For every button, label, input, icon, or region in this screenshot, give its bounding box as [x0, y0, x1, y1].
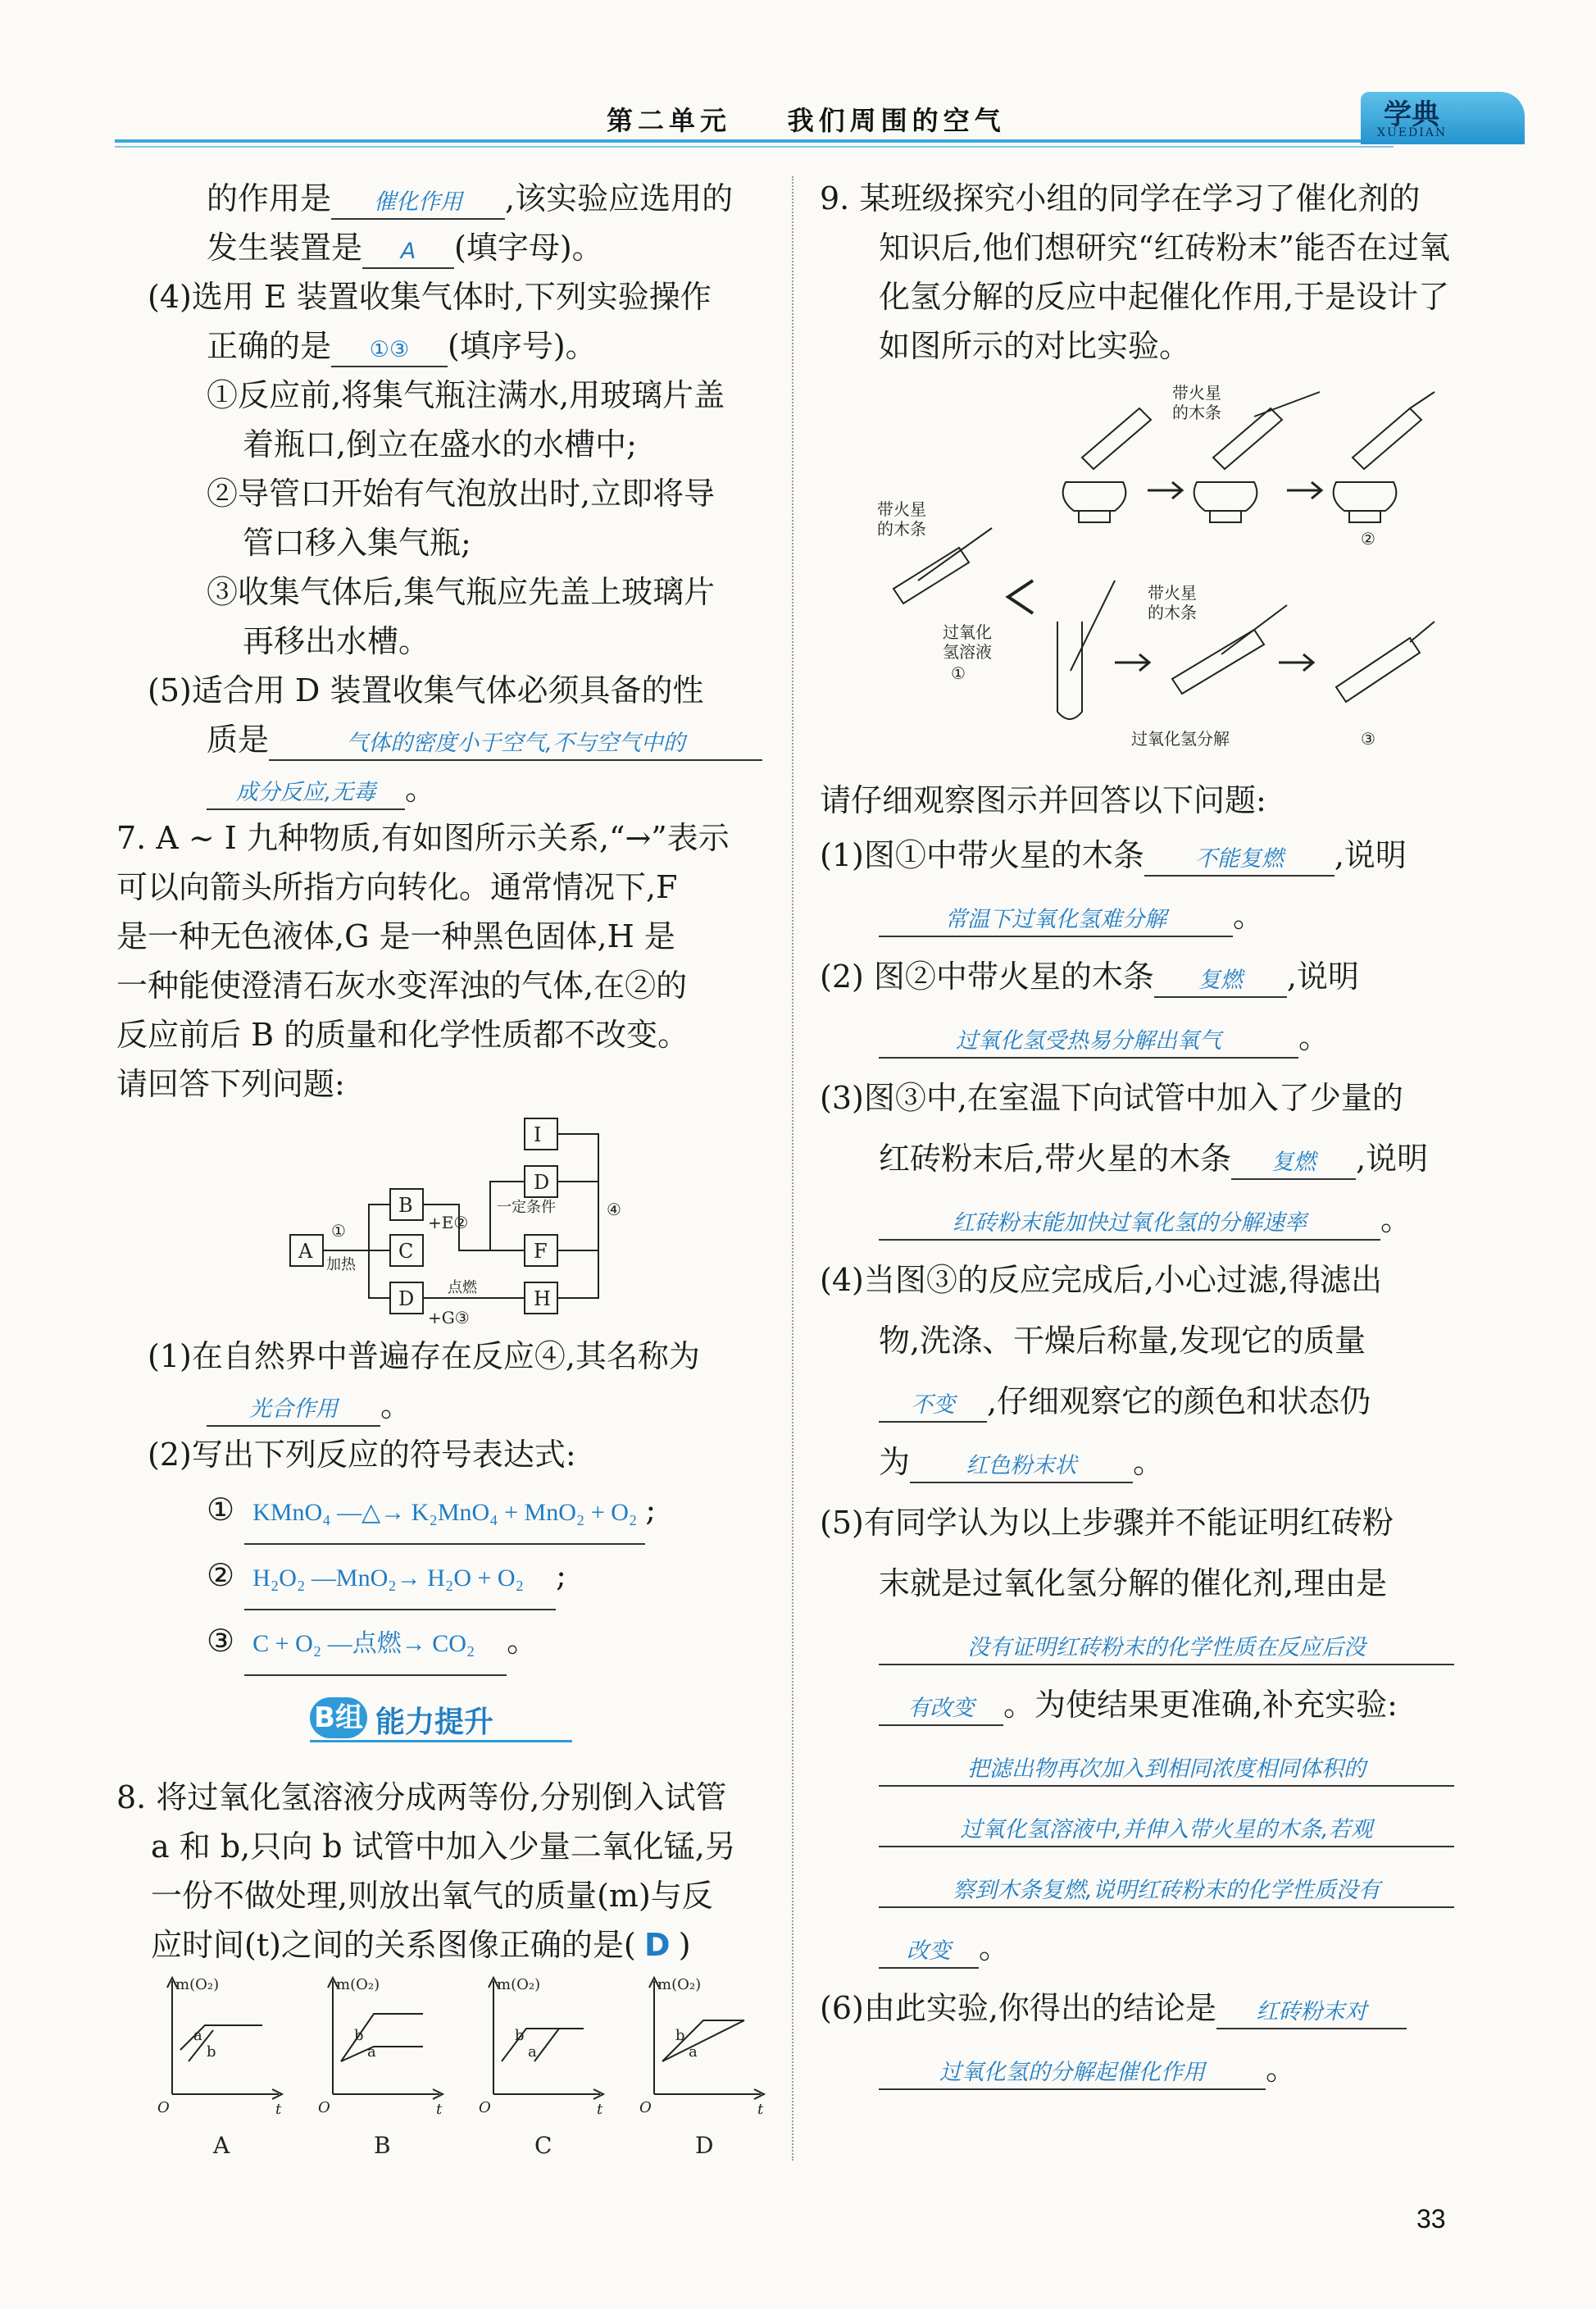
q7-line: 7. A ~ I 九种物质,有如图所示关系,“→”表示 — [116, 820, 730, 856]
fig-label: 的木条 — [1172, 403, 1221, 422]
answer-blank[interactable]: 不能复燃 — [1144, 844, 1335, 877]
q7-sub1: (1)在自然界中普遍存在反应④,其名称为 — [148, 1338, 700, 1374]
answer-blank[interactable]: 复燃 — [1154, 965, 1287, 998]
q6-part4-line2: 正确的是 ①③ (填序号)。 — [148, 321, 771, 371]
q9-sub3-line2: 红砖粉末后,带火星的木条 复燃 ,说明 — [820, 1128, 1476, 1189]
q9-sub3: (3)图③中,在室温下向试管中加入了少量的 — [820, 1080, 1403, 1116]
graph-C — [479, 1976, 603, 2159]
option-2: ②导管口开始有气泡放出时,立即将导 — [207, 476, 716, 512]
answer-blank[interactable]: 复燃 — [1231, 1147, 1356, 1180]
q6-part5-line2: 质是 气体的密度小于空气,不与空气中的 — [148, 715, 771, 764]
fig-label: 过氧化 — [943, 622, 992, 642]
fig-label: 带火星 — [1148, 583, 1197, 603]
burner-1 — [1063, 408, 1151, 522]
q7-sub2: (2)写出下列反应的符号表达式: — [148, 1437, 576, 1473]
q9-sub1-line2: 常温下过氧化氢难分解 。 — [820, 886, 1476, 946]
q9-sub4-line2: 物,洗涤、干燥后称量,发现它的质量 — [879, 1323, 1366, 1359]
answer-blank[interactable]: 光合作用 — [207, 1394, 380, 1427]
graph-y-label: m(O₂) — [336, 1976, 380, 1993]
header-rule-thin — [115, 146, 1394, 148]
label-H: H — [534, 1287, 551, 1310]
q9-sub3-line3: 红砖粉末能加快过氧化氢的分解速率 。 — [820, 1189, 1476, 1250]
graph-x-label: t — [757, 2101, 764, 2118]
graph-y-label: m(O₂) — [497, 1976, 541, 1993]
equation-3: ③ C + O₂ —点燃→ CO₂ 。 — [148, 1610, 771, 1676]
answer-blank[interactable]: 成分反应,无毒 — [207, 777, 405, 810]
label-cond: 一定条件 — [497, 1199, 556, 1216]
equation-2: ② H₂O₂ —MnO₂→ H₂O + O₂ ; — [148, 1545, 771, 1610]
answer-blank[interactable]: 过氧化氢溶液中,并伸入带火星的木条,若观 — [879, 1815, 1454, 1847]
label-D: D — [534, 1171, 550, 1194]
q9-sub5-line8: 改变 。 — [820, 1917, 1476, 1978]
left-column — [116, 174, 771, 1676]
curve-line — [662, 2020, 744, 2061]
q8 — [116, 1773, 772, 1970]
curve-line — [180, 2025, 262, 2050]
q9-line: 知识后,他们想研究“红砖粉末”能否在过氧 — [879, 230, 1450, 266]
q9-sub2-line2: 过氧化氢受热易分解出氧气 。 — [820, 1007, 1476, 1068]
graph-y-label: m(O₂) — [657, 1976, 702, 1993]
graph-origin: O — [157, 2099, 170, 2116]
brand-logo-sub: XUEDIAN — [1377, 126, 1448, 139]
answer-blank[interactable]: 把滤出物再次加入到相同浓度相同体积的 — [879, 1754, 1454, 1787]
burner-3 — [1334, 392, 1435, 522]
branch-arrow — [1008, 581, 1033, 613]
label-D: D — [398, 1287, 415, 1310]
page-header — [115, 92, 1467, 149]
q9-sub5-line7 — [820, 1856, 1476, 1917]
answer-blank[interactable]: 催化作用 — [331, 187, 505, 220]
q7-line: 一种能使澄清石灰水变浑浊的气体,在②的 — [116, 968, 688, 1004]
curve-line — [502, 2029, 584, 2061]
answer-blank[interactable]: ①③ — [331, 335, 448, 367]
graph-x-label: t — [436, 2101, 443, 2118]
group-b-title: 能力提升 — [375, 1706, 494, 1739]
graph-x-axis — [333, 2089, 443, 2099]
curve-line — [341, 2014, 423, 2061]
q9-sub6-line2: 过氧化氢的分解起催化作用 。 — [820, 2038, 1476, 2099]
q6-part5-line3: 成分反应,无毒 。 — [148, 764, 771, 813]
q6-part5: (5)适合用 D 装置收集气体必须具备的性 — [148, 672, 704, 708]
fig-num-1: ① — [951, 663, 966, 683]
experiment-figure — [869, 384, 1476, 761]
q8-line: a 和 b,只向 b 试管中加入少量二氧化锰,另 — [151, 1829, 736, 1865]
graph-origin: O — [318, 2099, 330, 2116]
arrow-right — [1115, 654, 1149, 671]
graph-D — [639, 1976, 764, 2159]
answer-choice[interactable]: D — [643, 1927, 671, 1963]
q8-graphs — [156, 1971, 787, 2168]
graph-y-label: m(O₂) — [175, 1976, 220, 1993]
answer-blank[interactable]: 红砖粉末能加快过氧化氢的分解速率 — [879, 1208, 1380, 1241]
equation-1: ① KMnO₄ —△→ K₂MnO₄ + MnO₂ + O₂ ; — [148, 1479, 771, 1545]
curve-label: a — [193, 2027, 202, 2044]
graph-A — [157, 1976, 282, 2159]
graph-origin: O — [479, 2099, 491, 2116]
q6-line1: 的作用是 催化作用 ,该实验应选用的 — [148, 174, 771, 223]
label-heat: 加热 — [326, 1256, 356, 1273]
answer-blank[interactable]: 改变 — [879, 1936, 979, 1969]
page-number: 33 — [1416, 2204, 1446, 2234]
q9-sub4-line3: 不变 ,仔细观察它的颜色和状态仍 — [820, 1371, 1476, 1432]
right-column — [820, 174, 1476, 2099]
label-r1: ① — [331, 1221, 346, 1241]
q7-line: 可以向箭头所指方向转化。通常情况下,F — [116, 869, 678, 905]
brand-logo: 学典 — [1384, 98, 1439, 131]
fig-label: 的木条 — [1148, 603, 1197, 622]
answer-blank[interactable]: 常温下过氧化氢难分解 — [879, 904, 1233, 937]
q7-stem — [116, 813, 771, 1109]
unit-title: 第二单元 我们周围的空气 — [607, 105, 1006, 136]
q7-line: 反应前后 B 的质量和化学性质都不改变。 — [116, 1017, 689, 1053]
q9-sub1: (1)图①中带火星的木条 不能复燃 ,说明 — [820, 825, 1476, 886]
graph-x-label: t — [275, 2101, 282, 2118]
arrow-right — [1148, 482, 1182, 499]
tube-1 — [893, 528, 992, 603]
q9-line: 如图所示的对比实验。 — [879, 328, 1191, 364]
answer-blank[interactable]: 红砖粉末对 — [1216, 1997, 1407, 2029]
option-label: C — [534, 2132, 552, 2159]
q9-sub5-line5 — [820, 1735, 1476, 1796]
q9-sub5-line4: 有改变 。为使结果更准确,补充实验: — [820, 1674, 1476, 1735]
curve-label: b — [207, 2043, 216, 2061]
fig-num-2: ② — [1361, 529, 1375, 549]
label-F: F — [534, 1240, 548, 1263]
curve-label: b — [354, 2027, 364, 2044]
curve-label: a — [528, 2043, 537, 2061]
q6-line2: 发生装置是 A (填字母)。 — [148, 223, 771, 272]
q9-sub5: (5)有同学认为以上步骤并不能证明红砖粉 — [820, 1505, 1394, 1541]
q9-intro: 请仔细观察图示并回答以下问题: — [820, 782, 1266, 818]
graph-x-axis — [493, 2089, 603, 2099]
fig-num-3: ③ — [1361, 729, 1375, 749]
q9-line: 9. 某班级探究小组的同学在学习了催化剂的 — [820, 180, 1421, 216]
graph-y-axis — [167, 1978, 177, 2094]
group-b-underline — [310, 1740, 572, 1742]
fig-label: 的木条 — [877, 519, 926, 539]
answer-blank[interactable]: 察到木条复燃,说明红砖粉末的化学性质没有 — [879, 1875, 1454, 1908]
fig-label: 带火星 — [877, 499, 926, 519]
answer-blank[interactable]: A — [362, 236, 454, 269]
option-label: D — [695, 2132, 714, 2159]
q7-line: 请回答下列问题: — [116, 1066, 345, 1102]
arrow-right — [1279, 654, 1313, 671]
fig-label: 带火星 — [1172, 384, 1221, 403]
option-2-cont: 管口移入集气瓶; — [243, 525, 471, 561]
fig-label: 氢溶液 — [943, 642, 992, 662]
option-1: ①反应前,将集气瓶注满水,用玻璃片盖 — [207, 377, 725, 413]
curve-label: b — [675, 2027, 685, 2044]
label-r4: ④ — [607, 1200, 621, 1219]
q9-sub2: (2) 图②中带火星的木条 复燃 ,说明 — [820, 946, 1476, 1007]
group-b-badge: B组 — [310, 1697, 367, 1738]
q9-sub4: (4)当图③的反应完成后,小心过滤,得滤出 — [820, 1262, 1382, 1298]
q9-sub5-line6 — [820, 1796, 1476, 1856]
label-I: I — [534, 1123, 542, 1146]
answer-blank[interactable]: 不变 — [879, 1390, 987, 1423]
equation-blank[interactable]: C + O₂ —点燃→ CO₂ — [244, 1614, 507, 1676]
label-B: B — [398, 1194, 413, 1217]
option-label: A — [213, 2132, 230, 2159]
curve-label: b — [515, 2027, 525, 2044]
graph-origin: O — [639, 2099, 652, 2116]
curve-label: a — [367, 2043, 376, 2061]
option-3-cont: 再移出水槽。 — [243, 623, 430, 659]
test-tube-3c — [1336, 622, 1435, 702]
graph-x-label: t — [597, 2101, 603, 2118]
q9-sub6: (6)由此实验,你得出的结论是 红砖粉末对 — [820, 1978, 1476, 2038]
reaction-diagram — [287, 1114, 664, 1327]
curve-line — [341, 2047, 423, 2061]
option-label: B — [374, 2132, 391, 2159]
q8-line4: 应时间(t)之间的关系图像正确的是( D ) — [116, 1920, 772, 1970]
graph-y-axis — [649, 1978, 659, 2094]
q9-sub5-line2: 末就是过氧化氢分解的催化剂,理由是 — [879, 1565, 1388, 1601]
equation-blank[interactable]: H₂O₂ —MnO₂→ H₂O + O₂ — [244, 1548, 556, 1610]
arrow-right — [1287, 482, 1321, 499]
answer-blank[interactable]: 有改变 — [879, 1693, 1003, 1726]
header-rule — [115, 139, 1459, 143]
graph-y-axis — [489, 1978, 498, 2094]
graph-x-axis — [654, 2089, 764, 2099]
q8-line: 一份不做处理,则放出氧气的质量(m)与反 — [151, 1878, 713, 1914]
q6-part4: (4)选用 E 装置收集气体时,下列实验操作 — [148, 279, 712, 315]
test-tube-3a — [1057, 581, 1115, 719]
q7-sub1-answer: 光合作用 。 — [148, 1381, 771, 1430]
q7-line: 是一种无色液体,G 是一种黑色固体,H 是 — [116, 918, 675, 954]
label-G: +G③ — [428, 1308, 470, 1327]
answer-blank[interactable]: 气体的密度小于空气,不与空气中的 — [269, 728, 762, 761]
q9-line: 化氢分解的反应中起催化作用,于是设计了 — [879, 279, 1450, 315]
q9-sub5-line3 — [820, 1614, 1476, 1674]
column-divider — [792, 176, 793, 2161]
label-E: +E② — [428, 1213, 469, 1232]
q9-sub4-line4: 为 红色粉末状 。 — [820, 1432, 1476, 1492]
answer-blank[interactable]: 过氧化氢受热易分解出氧气 — [879, 1026, 1298, 1059]
equation-blank[interactable]: KMnO₄ —△→ K₂MnO₄ + MnO₂ + O₂ — [244, 1482, 645, 1545]
graph-y-axis — [328, 1978, 338, 2094]
label-A: A — [298, 1240, 313, 1263]
answer-blank[interactable]: 红色粉末状 — [910, 1451, 1133, 1483]
option-1-cont: 着瓶口,倒立在盛水的水槽中; — [243, 426, 637, 462]
label-C: C — [398, 1240, 414, 1263]
curve-line — [534, 2029, 559, 2061]
curve-label: a — [689, 2043, 698, 2061]
label-ignite: 点燃 — [448, 1279, 477, 1296]
graph-x-axis — [172, 2089, 282, 2099]
q8-line: 8. 将过氧化氢溶液分成两等份,分别倒入试管 — [116, 1779, 727, 1815]
option-3: ③收集气体后,集气瓶应先盖上玻璃片 — [207, 574, 716, 610]
graph-B — [318, 1976, 443, 2159]
answer-blank[interactable]: 过氧化氢的分解起催化作用 — [879, 2057, 1266, 2090]
answer-blank[interactable]: 没有证明红砖粉末的化学性质在反应后没 — [879, 1633, 1454, 1665]
fig-label: 过氧化氢分解 — [1131, 729, 1230, 749]
